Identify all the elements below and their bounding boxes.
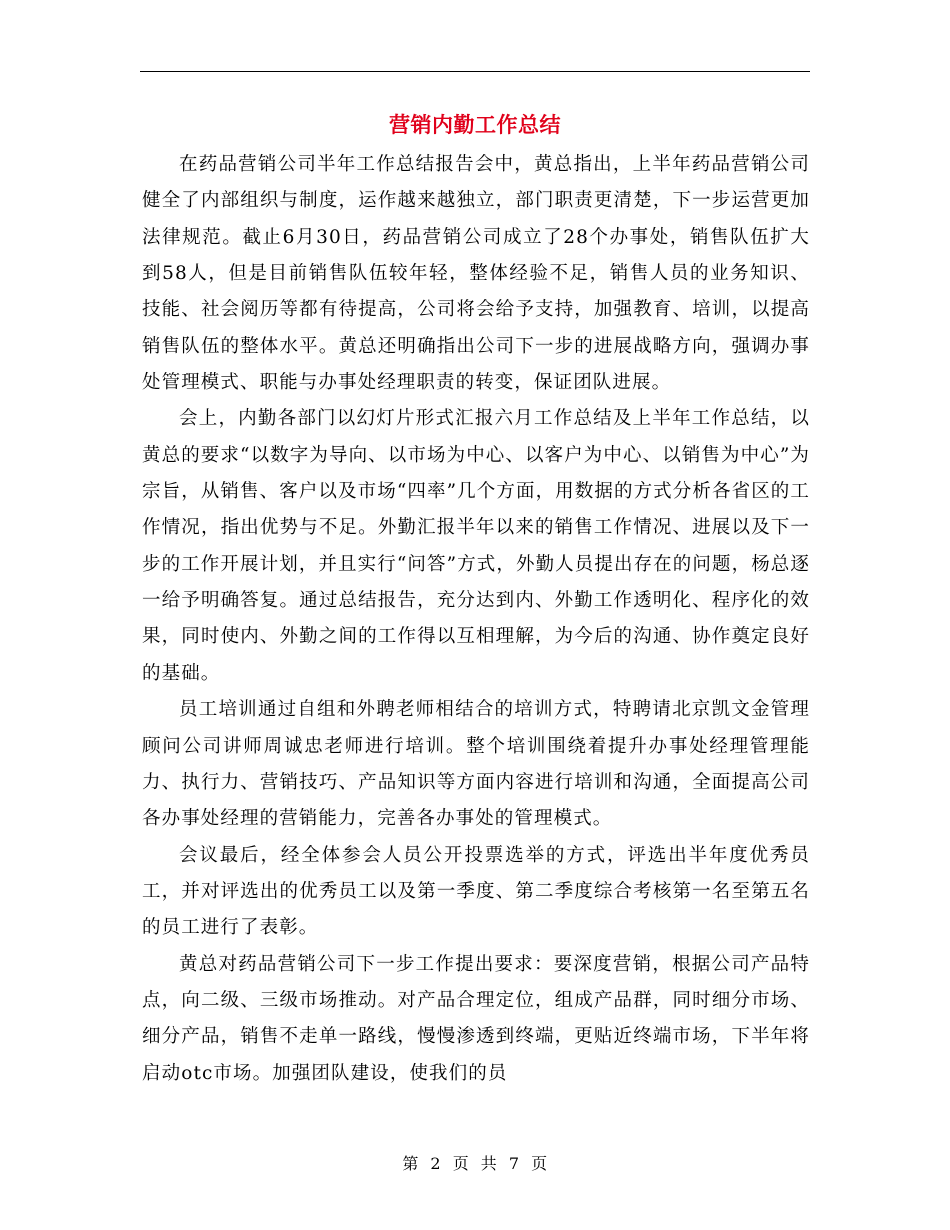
header-rule: [140, 71, 810, 72]
paragraph-2: 会上，内勤各部门以幻灯片形式汇报六月工作总结及上半年工作总结，以黄总的要求“以数字为导向、以市场为中心、以客户为中心、以销售为中心”为宗旨，从销售、客户以及市场“四率”几个方面，用数据的方式分析各省区的工作情况，指出优势与不足。外勤汇报半年以来的销售工作情况、进展以及下一步的工作开展计划，并且实行“问答”方式，外勤人员提出存在的问题，杨总逐一给予明确答复。通过总结报告，充分达到内、外勤工作透明化、程序化的效果，同时使内、外勤之间的工作得以互相理解，为今后的沟通、协作奠定良好的基础。: [142, 408, 810, 684]
paragraph-5: 黄总对药品营销公司下一步工作提出要求：要深度营销，根据公司产品特点，向二级、三级市场推动。对产品合理定位，组成产品群，同时细分市场、细分产品，销售不走单一路线，慢慢渗透到终端，更贴近终端市场，下半年将启动otc市场。加强团队建设，使我们的员: [142, 953, 810, 1084]
document-body: [142, 147, 810, 1092]
paragraph-4: 会议最后，经全体参会人员公开投票选举的方式，评选出半年度优秀员工，并对评选出的优秀员工以及第一季度、第二季度综合考核第一名至第五名的员工进行了表彰。: [142, 844, 810, 939]
page-number: 第 2 页 共 7 页: [402, 1154, 548, 1173]
paragraph-1: 在药品营销公司半年工作总结报告会中，黄总指出，上半年药品营销公司健全了内部组织与制度，运作越来越独立，部门职责更清楚，下一步运营更加法律规范。截止6月30日，药品营销公司成立了28个办事处，销售队伍扩大到58人，但是目前销售队伍较年轻，整体经验不足，销售人员的业务知识、技能、社会阅历等都有待提高，公司将会给予支持，加强教育、培训，以提高销售队伍的整体水平。黄总还明确指出公司下一步的进展战略方向，强调办事处管理模式、职能与办事处经理职责的转变，保证团队进展。: [142, 154, 810, 394]
paragraph-3: 员工培训通过自组和外聘老师相结合的培训方式，特聘请北京凯文金管理顾问公司讲师周诚忠老师进行培训。整个培训围绕着提升办事处经理管理能力、执行力、营销技巧、产品知识等方面内容进行培训和沟通，全面提高公司各办事处经理的营销能力，完善各办事处的管理模式。: [142, 699, 810, 830]
document-title: 营销内勤工作总结: [389, 113, 561, 137]
